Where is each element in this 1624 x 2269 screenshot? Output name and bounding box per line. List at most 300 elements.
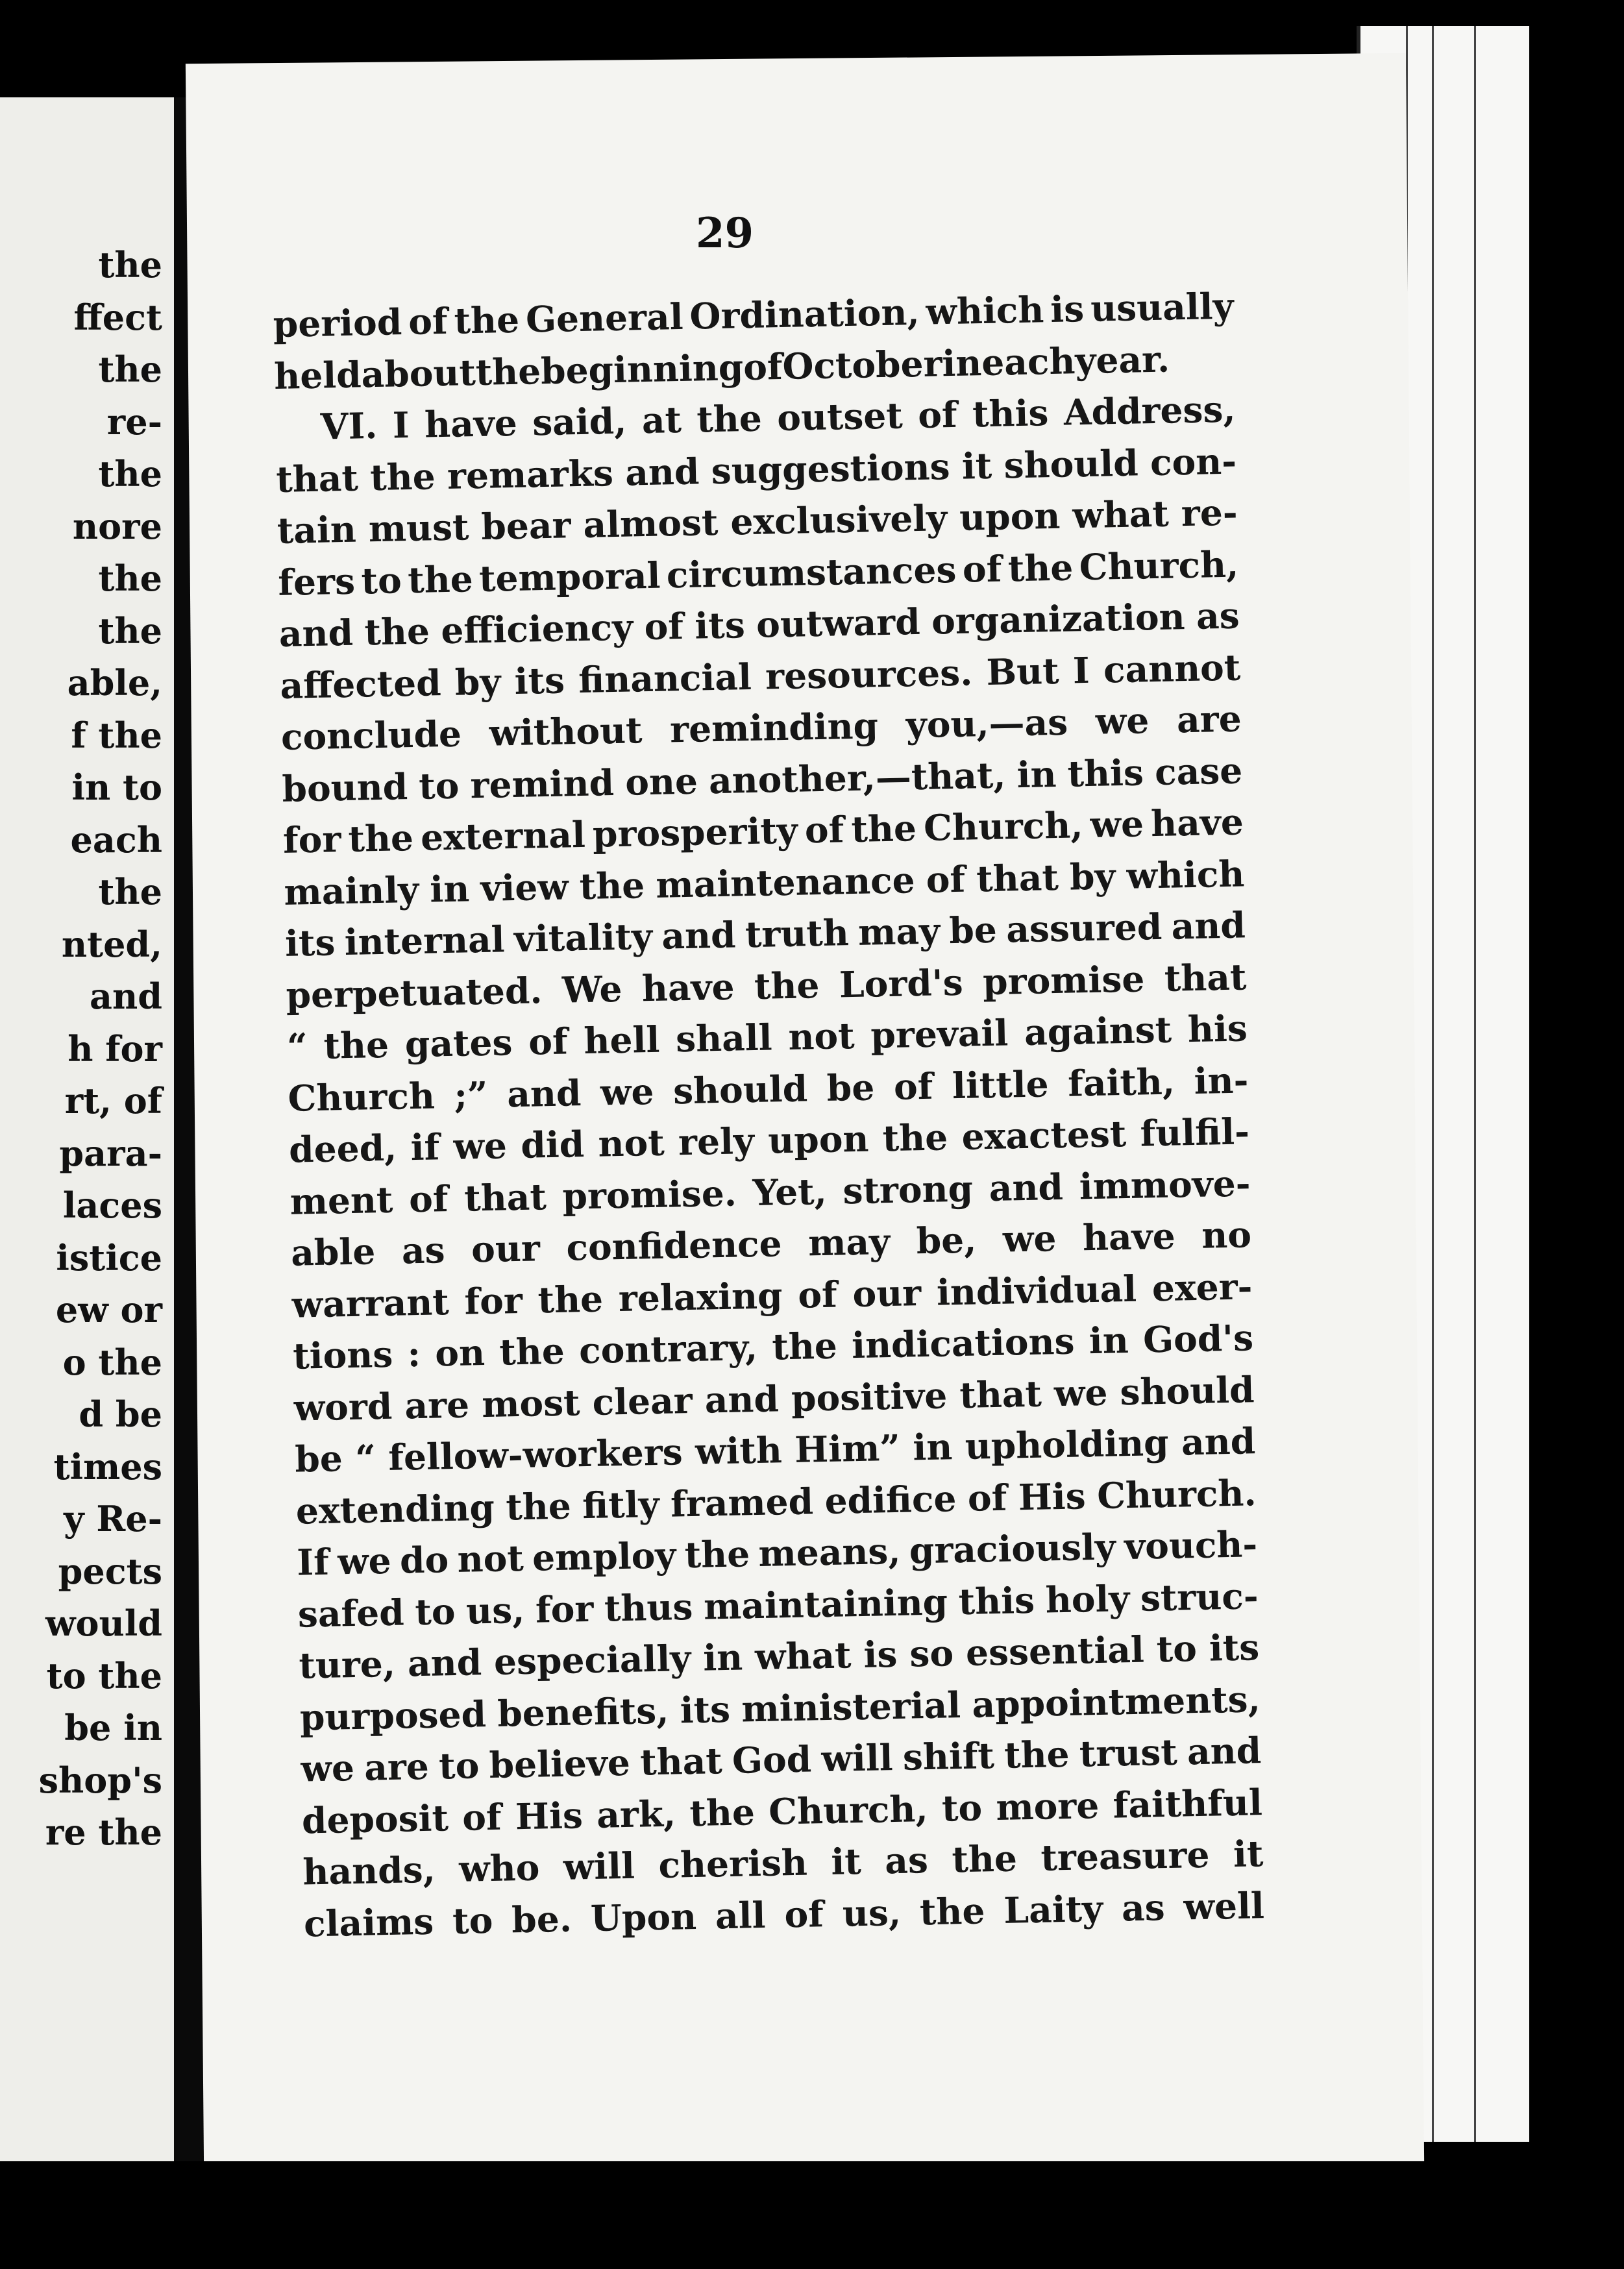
word: prosperity [592,809,798,855]
word: without [489,709,643,754]
left-page-line: istice [56,1236,162,1279]
word: exactest [961,1112,1127,1158]
word: financial [578,655,752,701]
word: Church, [1079,543,1239,588]
word: and [506,1071,582,1115]
left-page-line: the [98,453,162,495]
word: its [514,658,565,702]
word: the [689,1790,756,1834]
word: this [958,1578,1035,1623]
word: each [981,339,1076,384]
word: the [696,397,763,441]
word: be [826,1065,875,1109]
word: tions [292,1332,393,1377]
word: indications [851,1319,1076,1367]
word: to [418,764,460,807]
word: to [1156,1627,1198,1671]
word: the [407,557,474,601]
word: we [600,1070,654,1114]
word: believe [489,1741,631,1787]
word: ment [289,1178,393,1223]
word: as [401,1229,446,1272]
word: rely [678,1120,755,1164]
left-page-fragment [0,97,174,2161]
word: of [804,808,844,852]
word: will [820,1736,894,1780]
word: said, [532,399,627,444]
page-number: 29 [696,209,754,258]
word: resources. [765,650,973,698]
word: by [454,659,501,704]
word: be, [916,1218,977,1262]
word: the [754,963,820,1007]
word: God [732,1737,812,1782]
word: that [976,855,1059,900]
word: one [624,759,698,803]
word: Lord's [839,961,964,1005]
word: well [1183,1883,1265,1928]
word: it [1233,1832,1264,1876]
word: to [360,558,402,602]
word: claims [303,1900,434,1945]
word: his [1187,1007,1248,1051]
word: remind [469,761,615,806]
left-page-line: the [98,871,162,913]
left-page-line: laces [62,1184,162,1226]
word: with [695,1429,783,1473]
word: I [392,403,410,447]
left-page-line: re- [106,400,162,443]
word: the [323,1023,389,1067]
word: of [926,857,966,901]
left-page-line: para- [59,1132,162,1174]
word: be [948,908,998,952]
word: Yet, [752,1170,828,1214]
word: at [641,398,682,442]
word: about [360,350,476,395]
word: appointments, [971,1677,1261,1726]
word: usually [1090,284,1235,330]
word: clear [591,1379,693,1423]
word: warrant [291,1280,450,1326]
word: remarks [447,451,614,497]
word: we [300,1747,355,1790]
left-page-line: d be [79,1393,162,1435]
word: we [1089,802,1144,846]
word: have [1082,1214,1176,1259]
word: and [278,611,354,655]
word: its [1209,1626,1260,1669]
word: maintenance [655,858,916,906]
word: trust [1079,1730,1178,1775]
word: the [505,1484,572,1528]
word: should [1119,1368,1255,1413]
word: bear [480,504,572,548]
word: upon [959,494,1061,539]
word: extending [295,1486,495,1532]
left-page-line: y Re- [64,1498,162,1539]
word: individual [936,1267,1137,1314]
word: vouch- [1124,1523,1258,1568]
left-page-line: f the [71,714,162,756]
word: outset [776,394,904,439]
word: external [420,813,586,859]
word: of [962,547,1002,591]
word: and [1181,1419,1256,1464]
word: mainly [283,868,419,913]
word: the [363,609,430,654]
word: and [989,1165,1064,1209]
word: are [1176,697,1242,741]
word: view [480,865,569,909]
word: exer- [1151,1264,1253,1309]
word: not [597,1121,665,1165]
word: contrary, [578,1325,758,1372]
word: temporal [478,554,661,600]
word: be. [511,1897,572,1941]
word: the [1007,545,1074,589]
word: organization [931,595,1186,643]
word: maintaining [703,1580,948,1628]
word: the [475,349,541,393]
word: “ [354,1436,376,1479]
word: perpetuated. [285,968,543,1016]
left-page-line: the [98,609,162,652]
word: the [919,1889,986,1933]
word: of [783,1892,824,1935]
word: another,—that, [708,753,1006,802]
word: thus [604,1585,693,1630]
left-page-line: be in [64,1707,162,1748]
word: I [1072,648,1090,691]
word: should [1003,441,1139,486]
word: purposed [299,1692,487,1739]
word: promise. [561,1171,737,1218]
word: the [951,1837,1018,1881]
word: ark, [596,1792,676,1836]
word: it [830,1840,862,1883]
word: Upon [590,1895,697,1939]
word: the [771,1324,838,1368]
word: us, [842,1891,902,1935]
word: who [458,1846,540,1890]
word: and [1187,1729,1262,1773]
word: this [1067,750,1144,795]
word: to [438,1744,480,1787]
word: as [884,1839,929,1882]
word: Laity [1003,1887,1103,1932]
word: faithful [1113,1780,1263,1826]
word: held [273,352,362,397]
left-page-line: nore [72,505,162,547]
word: suggestions [711,445,951,492]
word: that [463,1175,547,1220]
word: bound [281,765,408,810]
word: in [912,1425,953,1469]
word: must [368,506,469,550]
word: the [882,1116,948,1160]
word: able [290,1230,376,1274]
word: especially [493,1637,691,1683]
left-page-line: to the [46,1654,162,1697]
word: we [452,1124,508,1168]
word: ;” [453,1073,489,1116]
left-page-line: the [98,558,162,599]
word: fers [277,559,356,604]
word: in [1089,1318,1129,1362]
word: are [404,1383,470,1427]
word: benefits, [497,1689,669,1735]
word: reminding [669,704,879,751]
word: holy [1045,1576,1130,1621]
word: of [408,299,449,343]
word: and [1171,903,1246,948]
word: we [1053,1371,1108,1414]
word: faith, [1067,1060,1175,1105]
word: essential [965,1628,1145,1674]
word: it [961,444,992,487]
word: Ordination, [689,290,920,337]
word: in [429,866,470,911]
word: His [515,1793,584,1837]
word: its [694,604,746,647]
word: edifice [824,1477,957,1522]
left-page-line: h for [68,1027,162,1070]
word: of [643,604,684,648]
word: word [293,1384,393,1429]
word: more [995,1784,1100,1828]
left-page-line: nted, [61,923,162,965]
word: its [284,921,336,964]
word: the [850,807,917,851]
word: re- [1181,491,1238,535]
body-text [273,280,1265,1950]
word: most [481,1380,581,1425]
word: employ [532,1534,676,1579]
left-page-line: would [45,1602,162,1644]
word: that [1164,955,1247,1000]
word: cannot [1103,645,1241,691]
word: of [743,345,783,388]
word: you,—as [905,700,1068,746]
word: of [917,393,958,436]
word: should [672,1066,808,1112]
left-page-line: and [89,975,162,1017]
word: vitality [513,914,653,961]
word: in [1016,752,1057,796]
word: period [273,300,402,345]
word: against [1024,1008,1172,1053]
left-page-line: each [70,818,162,861]
word: and [407,1641,482,1685]
left-page-line: pects [58,1550,162,1592]
word: ministerial [741,1683,961,1730]
word: promise [982,957,1145,1003]
word: exclusively [730,497,948,543]
word: us, [465,1588,525,1632]
word: as [1196,594,1240,637]
left-page-line: o the [62,1341,162,1383]
word: almost [582,500,719,546]
word: ture, [298,1642,396,1687]
word: the [498,1329,565,1373]
word: : [406,1332,421,1375]
word: and [704,1377,780,1421]
word: for [463,1279,523,1323]
word: deposit [301,1796,449,1842]
word: hell [583,1018,660,1062]
page-edge-line [1474,26,1476,2142]
word: of [797,1273,838,1316]
word: that [959,1372,1042,1416]
left-page-line: re the [45,1811,162,1853]
word: we [337,1539,392,1583]
word: will [563,1844,635,1888]
word: the [347,816,414,860]
word: the [454,298,520,342]
word: But [986,649,1060,693]
word: deed, [288,1126,397,1171]
word: we [1002,1217,1057,1260]
word: immove- [1079,1161,1251,1207]
left-page-line: in to [71,767,162,808]
word: confidence [565,1222,783,1269]
word: fitly [582,1482,660,1527]
word: Church [288,1073,436,1120]
word: may [807,1220,891,1264]
word: what [754,1634,852,1678]
left-page-line: able, [67,662,162,704]
word: be [294,1437,343,1480]
word: not [787,1014,855,1058]
word: not [456,1536,524,1580]
left-page-line: shop's [38,1759,162,1801]
word: fellow-workers [388,1430,683,1478]
word: We [561,967,622,1011]
word: to [414,1589,456,1633]
word: on [434,1331,486,1375]
word: shall [675,1016,773,1061]
word: are [363,1745,430,1789]
word: which [1126,852,1245,897]
word: means, [757,1529,902,1575]
word: this [972,391,1049,435]
word: and [624,449,700,494]
word: upon [767,1117,869,1162]
word: our [471,1227,541,1271]
word: cherish [658,1841,808,1887]
word: the [369,454,436,498]
word: struc- [1140,1574,1259,1619]
word: that [639,1739,723,1784]
word: General [525,295,684,341]
word: to [452,1898,493,1942]
word: if [410,1125,440,1169]
word: safed [297,1590,405,1636]
word: our [852,1271,922,1315]
word: of [461,1795,502,1839]
word: did [520,1123,585,1166]
word: outward [756,600,921,646]
word: con- [1150,439,1237,484]
word: have [641,965,735,1009]
word: of [893,1064,933,1108]
word: conclude [280,712,462,758]
word: truth [744,911,850,956]
word: all [715,1893,767,1937]
word: beginning [540,345,744,392]
scan-border [0,2161,1624,2269]
word: little [952,1062,1050,1107]
word: do [399,1538,449,1582]
word: internal [344,918,506,964]
left-page-line: rt, of [64,1080,162,1122]
word: the [1003,1732,1070,1776]
word: year. [1074,337,1170,382]
word: Church. [1096,1471,1257,1517]
word: in [702,1636,743,1679]
word: as [1121,1885,1166,1929]
word: God's [1142,1316,1254,1361]
word: graciously [909,1525,1116,1572]
left-page-line: the [98,349,162,390]
word: the [579,863,645,907]
left-page-line: the [98,244,162,286]
word: is [863,1632,898,1676]
word: efficiency [440,606,634,652]
word: the [684,1532,750,1576]
word: Address, [1063,387,1236,434]
word: His [1018,1474,1087,1518]
word: positive [791,1373,948,1419]
word: and [661,913,737,957]
word: circumstances [666,548,957,596]
word: shift [902,1734,995,1778]
word: in [941,341,982,384]
word: have [1150,800,1244,845]
word: prevail [870,1011,1009,1057]
word: of [967,1476,1007,1519]
word: for [282,818,341,861]
word: that [275,456,359,500]
word: fulfil- [1139,1110,1250,1155]
word: no [1201,1213,1252,1257]
word: what [1072,492,1170,537]
word: of [528,1020,569,1063]
word: is [1050,288,1085,330]
word: framed [670,1479,814,1525]
word: its [680,1687,731,1731]
word: we [1095,699,1150,742]
word: tain [277,508,357,552]
word: Him” [794,1426,901,1471]
word: affected [279,661,442,707]
word: upholding [965,1421,1170,1467]
word: hands, [302,1848,436,1893]
left-page-line: ew or [55,1289,162,1331]
word: the [537,1277,604,1321]
word: by [1069,854,1116,898]
word: relaxing [618,1273,783,1319]
word: for [535,1587,594,1631]
word: “ [286,1025,308,1068]
page-edge-line [1432,26,1434,2142]
word: gates [404,1021,513,1066]
word: so [909,1632,954,1675]
word: If [296,1540,330,1584]
word: may [857,909,941,953]
word: Church, [923,803,1084,849]
